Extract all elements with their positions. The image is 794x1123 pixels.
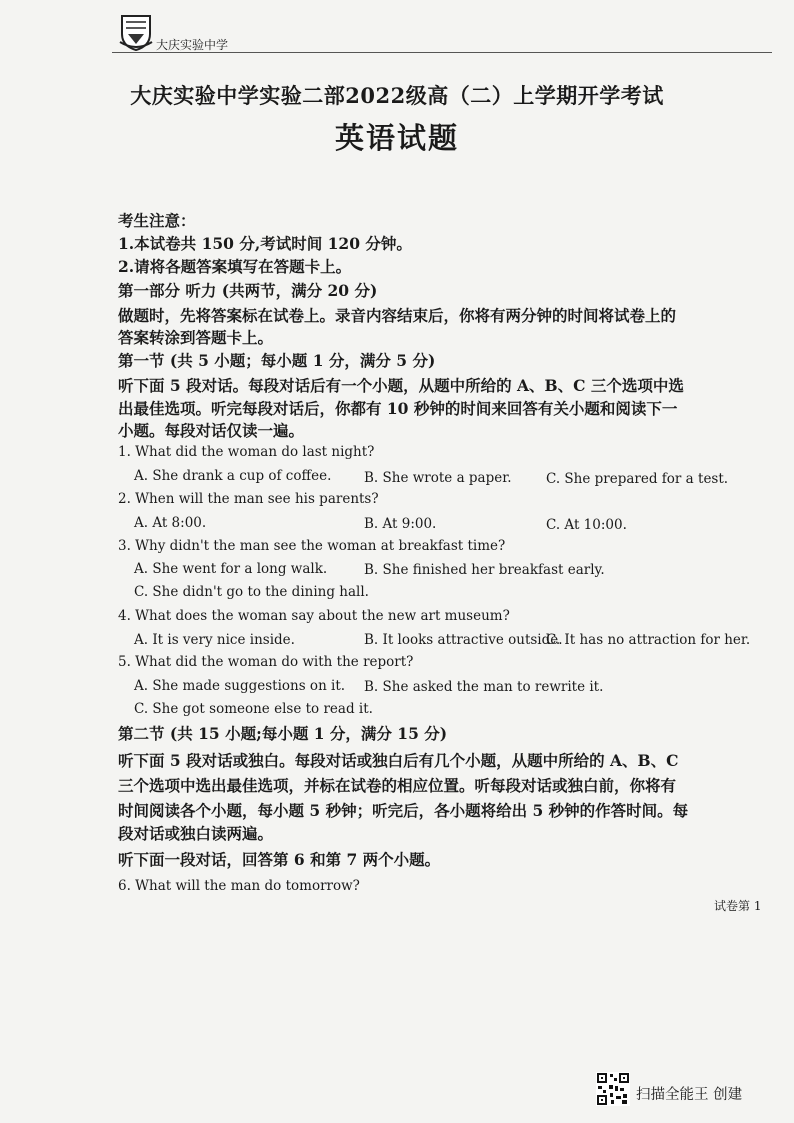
part1-instruction-line-1: 做题时，先将答案标在试卷上。录音内容结束后，你将有两分钟的时间将试卷上的 bbox=[118, 306, 677, 325]
section1-instruction-line-1: 听下面 5 段对话。每段对话后有一个小题，从题中所给的 A、B、C 三个选项中选 bbox=[118, 376, 684, 395]
question-4-stem: 4. What does the woman say about the new art museum? bbox=[118, 608, 510, 624]
notice-item-2: 2.请将各题答案填写在答题卡上。 bbox=[118, 257, 352, 276]
question-2-stem: 2. When will the man see his parents? bbox=[118, 491, 379, 507]
section1-instruction-line-3: 小题。每段对话仅读一遍。 bbox=[118, 421, 305, 440]
exam-title: 大庆实验中学实验二部2022级高（二）上学期开学考试 bbox=[130, 83, 664, 108]
section1-heading: 第一节 (共 5 小题；每小题 1 分，满分 5 分) bbox=[118, 351, 436, 370]
question-6-stem: 6. What will the man do tomorrow? bbox=[118, 878, 360, 894]
question-3-option-b: B. She finished her breakfast early. bbox=[364, 562, 605, 578]
section1-instruction-line-2: 出最佳选项。听完每段对话后，你都有 10 秒钟的时间来回答有关小题和阅读下一 bbox=[118, 399, 678, 418]
question-4-option-a: A. It is very nice inside. bbox=[134, 632, 295, 648]
notice-item-1: 1.本试卷共 150 分,考试时间 120 分钟。 bbox=[118, 234, 412, 253]
section2-instruction-line-2: 三个选项中选出最佳选项，并标在试卷的相应位置。听每段对话或独白前，你将有 bbox=[118, 776, 677, 795]
question-2-option-b: B. At 9:00. bbox=[364, 516, 437, 532]
notice-heading: 考生注意： bbox=[118, 211, 196, 230]
qr-code-icon bbox=[596, 1072, 630, 1106]
question-1-option-b: B. She wrote a paper. bbox=[364, 470, 512, 486]
header-divider bbox=[112, 52, 772, 53]
section2-instruction-line-1: 听下面 5 段对话或独白。每段对话或独白后有几个小题，从题中所给的 A、B、C bbox=[118, 751, 679, 770]
question-5-option-c: C. She got someone else to read it. bbox=[134, 701, 373, 717]
question-4-option-c: C. It has no attraction for her. bbox=[546, 632, 751, 648]
question-5-option-b: B. She asked the man to rewrite it. bbox=[364, 679, 604, 695]
question-5-option-a: A. She made suggestions on it. bbox=[134, 678, 346, 694]
page-number: 试卷第 1 bbox=[714, 899, 762, 913]
section2-instruction-line-4: 段对话或独白读两遍。 bbox=[118, 824, 274, 843]
question-2-option-a: A. At 8:00. bbox=[134, 515, 207, 531]
question-4-option-b: B. It looks attractive outside. bbox=[364, 632, 563, 648]
question-1-option-a: A. She drank a cup of coffee. bbox=[134, 468, 332, 484]
section2-heading: 第二节 (共 15 小题;每小题 1 分，满分 15 分) bbox=[118, 724, 448, 743]
scanner-watermark-text: 扫描全能王 创建 bbox=[636, 1087, 743, 1103]
question-3-option-a: A. She went for a long walk. bbox=[134, 561, 328, 577]
question-3-option-c: C. She didn't go to the dining hall. bbox=[134, 584, 369, 600]
section2-sub-instruction: 听下面一段对话，回答第 6 和第 7 两个小题。 bbox=[118, 850, 441, 869]
question-1-stem: 1. What did the woman do last night? bbox=[118, 444, 375, 460]
question-1-option-c: C. She prepared for a test. bbox=[546, 471, 729, 487]
question-5-stem: 5. What did the woman do with the report? bbox=[118, 654, 414, 670]
school-crest-logo bbox=[118, 12, 154, 52]
question-2-option-c: C. At 10:00. bbox=[546, 517, 627, 533]
subject-title: 英语试题 bbox=[334, 121, 459, 155]
section2-instruction-line-3: 时间阅读各个小题，每小题 5 秒钟；听完后，各小题将给出 5 秒钟的作答时间。每 bbox=[118, 801, 689, 820]
part1-heading: 第一部分 听力 (共两节，满分 20 分) bbox=[118, 281, 378, 300]
part1-instruction-line-2: 答案转涂到答题卡上。 bbox=[118, 328, 274, 347]
header-school-name: 大庆实验中学 bbox=[156, 38, 229, 52]
question-3-stem: 3. Why didn't the man see the woman at breakfast time? bbox=[118, 538, 506, 554]
